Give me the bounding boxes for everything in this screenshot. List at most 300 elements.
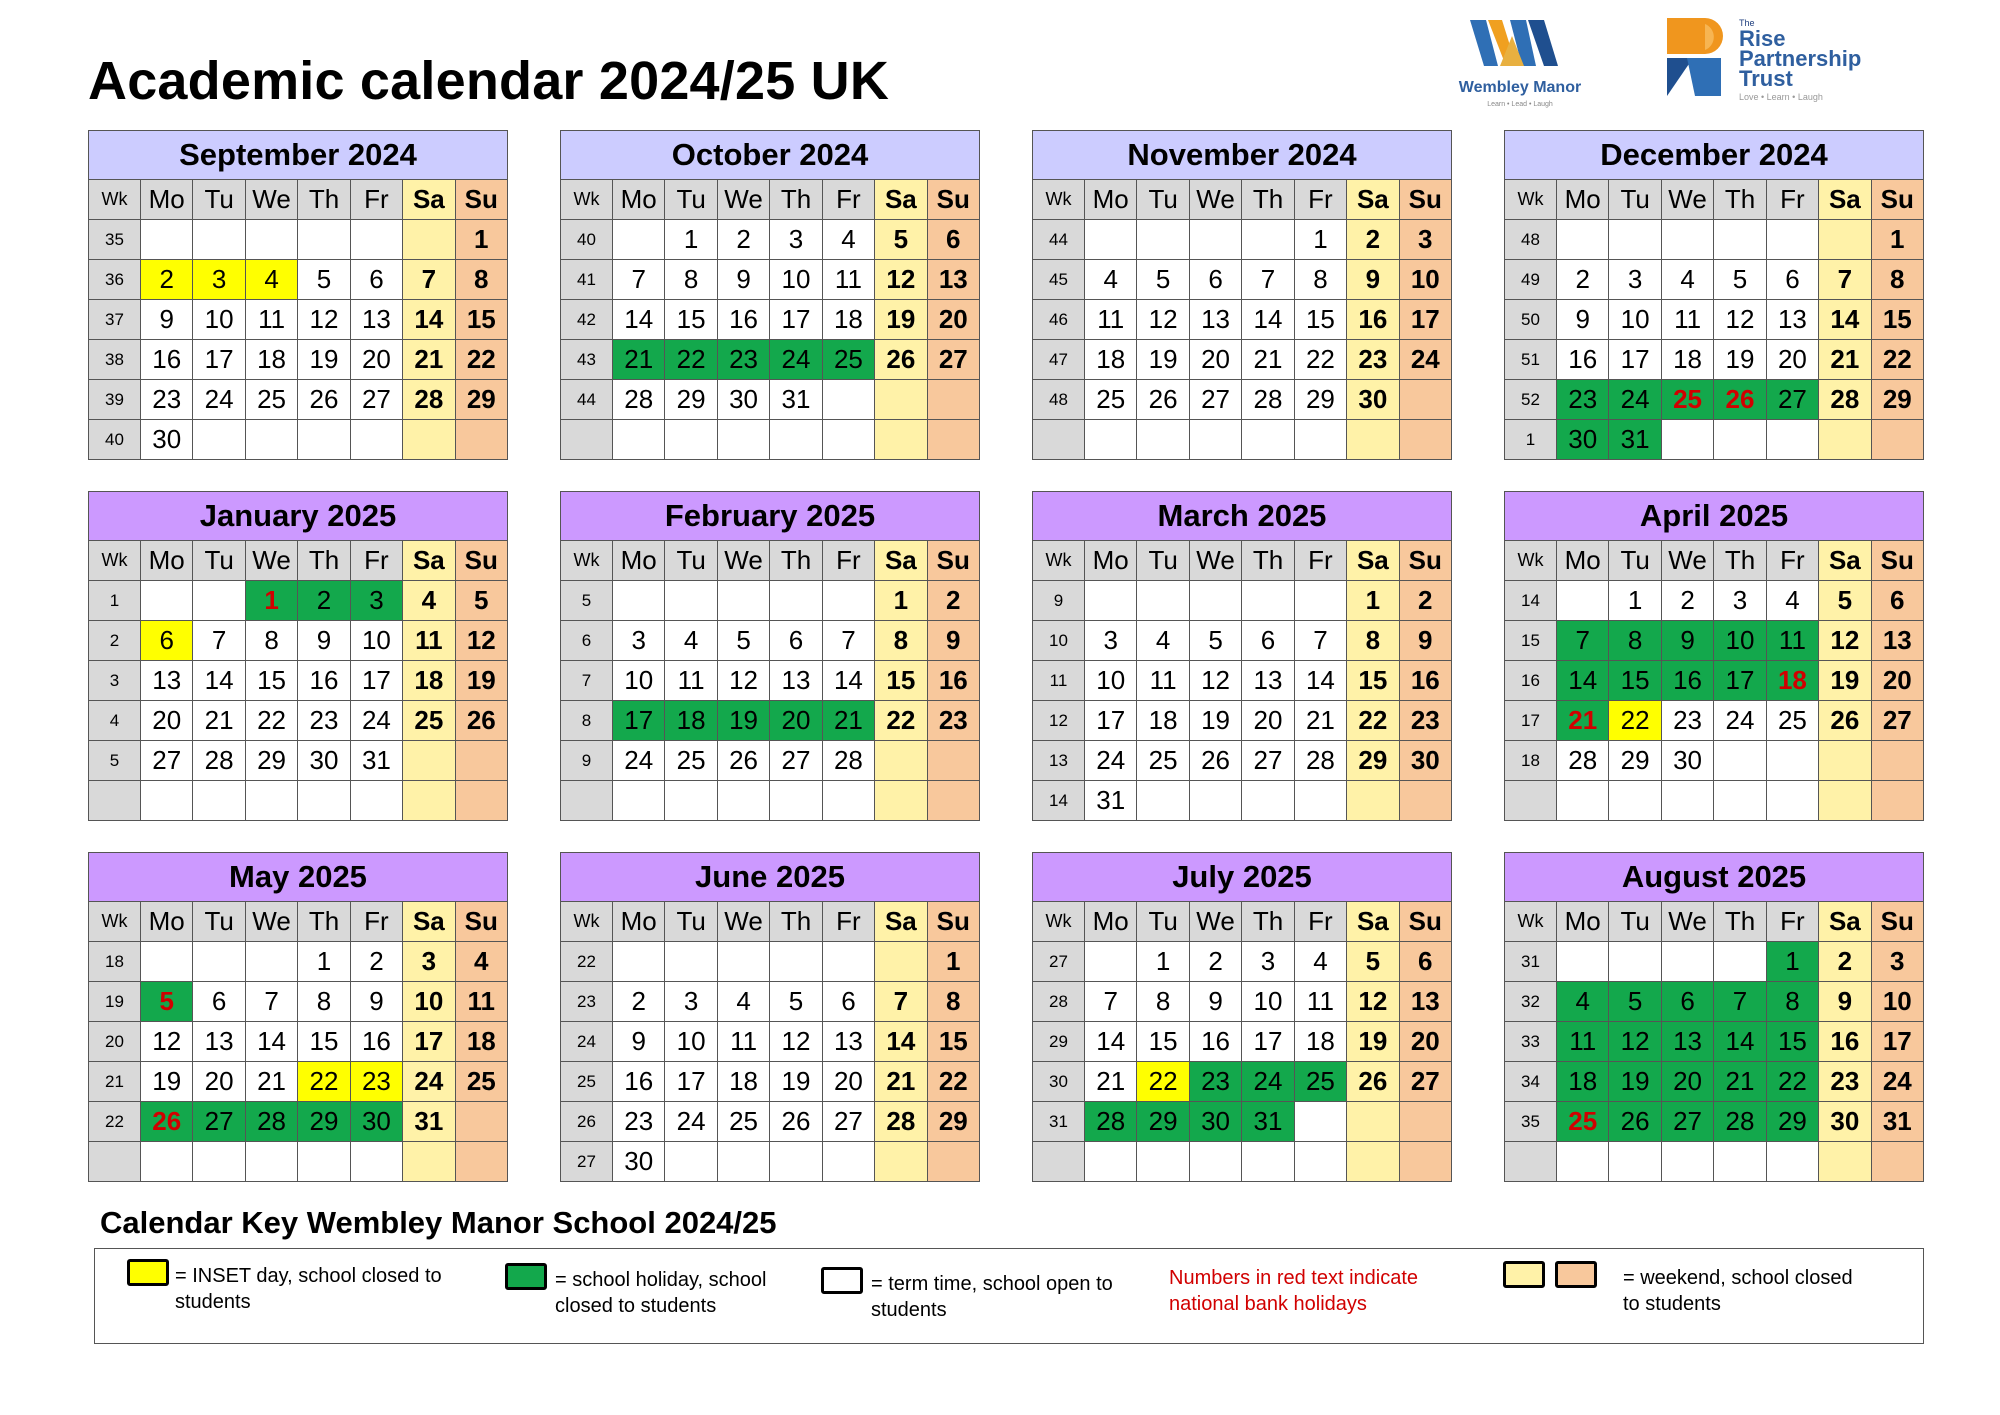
- empty-cell: [1714, 220, 1766, 260]
- week-number: 12: [1033, 701, 1085, 741]
- empty-cell: [823, 380, 875, 420]
- weekday-header: Mo: [1557, 541, 1609, 581]
- weekday-header: Wk: [561, 541, 613, 581]
- day-cell: 29: [298, 1102, 350, 1142]
- day-cell: 11: [1557, 1022, 1609, 1062]
- empty-cell: [1242, 781, 1294, 821]
- key-inset-line1: = INSET day, school closed to: [175, 1265, 442, 1287]
- empty-cell: [1400, 781, 1452, 821]
- weekday-header: Th: [1714, 902, 1766, 942]
- day-cell: 16: [1662, 661, 1714, 701]
- day-cell: 4: [823, 220, 875, 260]
- empty-cell: [718, 942, 770, 982]
- empty-cell: [770, 942, 822, 982]
- day-cell: 1: [1347, 581, 1399, 621]
- day-cell: 29: [928, 1102, 980, 1142]
- empty-cell: [665, 420, 717, 460]
- empty-cell: [1767, 220, 1819, 260]
- day-cell: 20: [1400, 1022, 1452, 1062]
- empty-cell: [1819, 1142, 1871, 1182]
- day-cell: 21: [193, 701, 245, 741]
- day-cell: 5: [718, 621, 770, 661]
- day-cell: 23: [141, 380, 193, 420]
- day-cell: 5: [770, 982, 822, 1022]
- day-cell: 13: [193, 1022, 245, 1062]
- empty-cell: [1137, 581, 1189, 621]
- weekday-header: Su: [928, 902, 980, 942]
- week-number: 5: [89, 741, 141, 781]
- empty-cell: [456, 1142, 508, 1182]
- day-cell: 28: [246, 1102, 298, 1142]
- empty-cell: [246, 420, 298, 460]
- day-cell: 23: [1819, 1062, 1871, 1102]
- week-number: 39: [89, 380, 141, 420]
- day-cell: 8: [928, 982, 980, 1022]
- day-cell: 22: [665, 340, 717, 380]
- day-cell: 11: [1295, 982, 1347, 1022]
- day-cell: 31: [403, 1102, 455, 1142]
- empty-cell: [875, 781, 927, 821]
- day-cell: 29: [1767, 1102, 1819, 1142]
- day-cell: 25: [823, 340, 875, 380]
- key-holiday-line2: closed to students: [555, 1295, 717, 1317]
- day-cell: 14: [1819, 300, 1871, 340]
- empty-cell: [613, 581, 665, 621]
- day-cell: 4: [403, 581, 455, 621]
- day-cell: 14: [1085, 1022, 1137, 1062]
- day-cell: 10: [613, 661, 665, 701]
- day-cell: 17: [613, 701, 665, 741]
- day-cell: 7: [1242, 260, 1294, 300]
- day-cell: 29: [246, 741, 298, 781]
- weekday-header: Fr: [1767, 541, 1819, 581]
- weekday-header: We: [1662, 541, 1714, 581]
- day-cell: 6: [1767, 260, 1819, 300]
- day-cell: 10: [351, 621, 403, 661]
- day-cell: 30: [613, 1142, 665, 1182]
- day-cell: 9: [718, 260, 770, 300]
- day-cell: 19: [1137, 340, 1189, 380]
- week-number: 47: [1033, 340, 1085, 380]
- day-cell: 12: [718, 661, 770, 701]
- key-title: Calendar Key Wembley Manor School 2024/25: [100, 1205, 777, 1240]
- weekday-header: We: [1190, 180, 1242, 220]
- empty-cell: [1190, 1142, 1242, 1182]
- day-cell: 15: [246, 661, 298, 701]
- day-cell: 19: [770, 1062, 822, 1102]
- empty-cell: [928, 420, 980, 460]
- empty-cell: [1190, 581, 1242, 621]
- weekday-header: Th: [1242, 541, 1294, 581]
- day-cell: 13: [1767, 300, 1819, 340]
- week-number: 11: [1033, 661, 1085, 701]
- key-holiday-text: [555, 1267, 766, 1319]
- week-number: 48: [1033, 380, 1085, 420]
- day-cell: 18: [1557, 1062, 1609, 1102]
- day-cell: 16: [298, 661, 350, 701]
- day-cell: 11: [1137, 661, 1189, 701]
- month-days-grid: [1505, 541, 1924, 821]
- day-cell: 11: [403, 621, 455, 661]
- day-cell: 24: [1872, 1062, 1924, 1102]
- empty-cell: [141, 581, 193, 621]
- day-cell: 15: [298, 1022, 350, 1062]
- day-cell: 9: [1347, 260, 1399, 300]
- day-cell: 5: [141, 982, 193, 1022]
- day-cell: 2: [351, 942, 403, 982]
- weekday-header: Su: [1400, 541, 1452, 581]
- day-cell: 11: [1085, 300, 1137, 340]
- key-weekend-line2: to students: [1623, 1293, 1721, 1315]
- day-cell: 15: [1609, 661, 1661, 701]
- weekday-header: Sa: [1347, 902, 1399, 942]
- month-title: June 2025: [561, 853, 980, 902]
- day-cell: 3: [770, 220, 822, 260]
- day-cell: 24: [1242, 1062, 1294, 1102]
- weekday-header: Fr: [1295, 902, 1347, 942]
- week-number: 44: [1033, 220, 1085, 260]
- week-number: 38: [89, 340, 141, 380]
- empty-cell: [246, 942, 298, 982]
- day-cell: 7: [193, 621, 245, 661]
- week-number: 1: [1505, 420, 1557, 460]
- empty-cell: [823, 781, 875, 821]
- day-cell: 9: [1662, 621, 1714, 661]
- empty-cell: [770, 781, 822, 821]
- day-cell: 27: [1242, 741, 1294, 781]
- day-cell: 1: [456, 220, 508, 260]
- week-number: [1033, 420, 1085, 460]
- day-cell: 26: [1347, 1062, 1399, 1102]
- empty-cell: [403, 781, 455, 821]
- day-cell: 11: [718, 1022, 770, 1062]
- day-cell: 2: [1819, 942, 1871, 982]
- weekday-header: Fr: [351, 180, 403, 220]
- day-cell: 6: [1662, 982, 1714, 1022]
- day-cell: 1: [875, 581, 927, 621]
- weekday-header: Tu: [1609, 541, 1661, 581]
- weekday-header: Wk: [1033, 902, 1085, 942]
- empty-cell: [403, 741, 455, 781]
- day-cell: 21: [1819, 340, 1871, 380]
- month-title: July 2025: [1033, 853, 1452, 902]
- day-cell: 6: [141, 621, 193, 661]
- empty-cell: [298, 781, 350, 821]
- day-cell: 7: [1714, 982, 1766, 1022]
- day-cell: 8: [1347, 621, 1399, 661]
- day-cell: 8: [665, 260, 717, 300]
- empty-cell: [1714, 420, 1766, 460]
- weekday-header: Wk: [1505, 902, 1557, 942]
- empty-cell: [718, 781, 770, 821]
- empty-cell: [1400, 1142, 1452, 1182]
- weekday-header: We: [1662, 902, 1714, 942]
- day-cell: 20: [1662, 1062, 1714, 1102]
- day-cell: 12: [1714, 300, 1766, 340]
- week-number: 46: [1033, 300, 1085, 340]
- day-cell: 4: [718, 982, 770, 1022]
- day-cell: 12: [141, 1022, 193, 1062]
- day-cell: 13: [823, 1022, 875, 1062]
- day-cell: 3: [193, 260, 245, 300]
- empty-cell: [193, 220, 245, 260]
- key-weekend-line1: = weekend, school closed: [1623, 1267, 1853, 1289]
- day-cell: 5: [1714, 260, 1766, 300]
- day-cell: 19: [456, 661, 508, 701]
- day-cell: 15: [665, 300, 717, 340]
- empty-cell: [1347, 1102, 1399, 1142]
- empty-cell: [1557, 1142, 1609, 1182]
- day-cell: 13: [1872, 621, 1924, 661]
- weekday-header: We: [1190, 902, 1242, 942]
- weekday-header: Wk: [1033, 180, 1085, 220]
- weekday-header: Fr: [351, 902, 403, 942]
- weekday-header: Sa: [1819, 180, 1871, 220]
- day-cell: 3: [1242, 942, 1294, 982]
- day-cell: 26: [1819, 701, 1871, 741]
- day-cell: 28: [1557, 741, 1609, 781]
- day-cell: 25: [718, 1102, 770, 1142]
- weekday-header: Tu: [193, 180, 245, 220]
- empty-cell: [1609, 220, 1661, 260]
- empty-cell: [823, 1142, 875, 1182]
- day-cell: 28: [875, 1102, 927, 1142]
- week-number: 36: [89, 260, 141, 300]
- day-cell: 19: [141, 1062, 193, 1102]
- month-calendar: [560, 491, 980, 821]
- day-cell: 22: [1347, 701, 1399, 741]
- day-cell: 15: [928, 1022, 980, 1062]
- month-title: January 2025: [89, 492, 508, 541]
- week-number: 18: [89, 942, 141, 982]
- week-number: 4: [89, 701, 141, 741]
- day-cell: 10: [1872, 982, 1924, 1022]
- empty-cell: [351, 220, 403, 260]
- empty-cell: [351, 1142, 403, 1182]
- empty-cell: [1242, 220, 1294, 260]
- month-title: March 2025: [1033, 492, 1452, 541]
- day-cell: 21: [1557, 701, 1609, 741]
- weekday-header: Tu: [1609, 902, 1661, 942]
- empty-cell: [298, 220, 350, 260]
- day-cell: 8: [456, 260, 508, 300]
- week-number: 50: [1505, 300, 1557, 340]
- day-cell: 27: [823, 1102, 875, 1142]
- weekday-header: Wk: [1505, 541, 1557, 581]
- week-number: 5: [561, 581, 613, 621]
- day-cell: 20: [1767, 340, 1819, 380]
- day-cell: 21: [1242, 340, 1294, 380]
- week-number: 29: [1033, 1022, 1085, 1062]
- day-cell: 4: [1557, 982, 1609, 1022]
- week-number: 37: [89, 300, 141, 340]
- empty-cell: [456, 781, 508, 821]
- day-cell: 18: [456, 1022, 508, 1062]
- day-cell: 8: [1295, 260, 1347, 300]
- day-cell: 7: [823, 621, 875, 661]
- weekday-header: Wk: [1505, 180, 1557, 220]
- day-cell: 5: [875, 220, 927, 260]
- day-cell: 26: [770, 1102, 822, 1142]
- week-number: 40: [89, 420, 141, 460]
- empty-cell: [928, 1142, 980, 1182]
- empty-cell: [141, 1142, 193, 1182]
- day-cell: 2: [1557, 260, 1609, 300]
- day-cell: 26: [1190, 741, 1242, 781]
- weekday-header: Th: [298, 902, 350, 942]
- day-cell: 31: [1872, 1102, 1924, 1142]
- month-title: February 2025: [561, 492, 980, 541]
- month-days-grid: [1033, 541, 1452, 821]
- day-cell: 31: [1609, 420, 1661, 460]
- day-cell: 28: [1819, 380, 1871, 420]
- day-cell: 21: [875, 1062, 927, 1102]
- empty-cell: [718, 1142, 770, 1182]
- key-inset-line2: students: [175, 1291, 251, 1313]
- weekday-header: Su: [928, 180, 980, 220]
- day-cell: 13: [1662, 1022, 1714, 1062]
- empty-cell: [613, 420, 665, 460]
- day-cell: 1: [1872, 220, 1924, 260]
- week-number: 21: [89, 1062, 141, 1102]
- day-cell: 27: [193, 1102, 245, 1142]
- day-cell: 20: [823, 1062, 875, 1102]
- empty-cell: [1242, 581, 1294, 621]
- day-cell: 29: [1347, 741, 1399, 781]
- day-cell: 8: [1767, 982, 1819, 1022]
- rise-partnership-logo-icon: [1665, 16, 1895, 108]
- empty-cell: [1085, 420, 1137, 460]
- week-number: 51: [1505, 340, 1557, 380]
- day-cell: 6: [770, 621, 822, 661]
- week-number: 17: [1505, 701, 1557, 741]
- day-cell: 7: [613, 260, 665, 300]
- day-cell: 5: [456, 581, 508, 621]
- day-cell: 25: [1557, 1102, 1609, 1142]
- day-cell: 18: [718, 1062, 770, 1102]
- week-number: [1505, 781, 1557, 821]
- empty-cell: [1347, 1142, 1399, 1182]
- week-number: 19: [89, 982, 141, 1022]
- day-cell: 22: [1295, 340, 1347, 380]
- month-days-grid: [89, 180, 508, 460]
- empty-cell: [1137, 420, 1189, 460]
- day-cell: 18: [1662, 340, 1714, 380]
- weekday-header: Th: [298, 541, 350, 581]
- day-cell: 16: [718, 300, 770, 340]
- weekday-header: Th: [770, 902, 822, 942]
- week-number: 28: [1033, 982, 1085, 1022]
- day-cell: 16: [1400, 661, 1452, 701]
- day-cell: 31: [1085, 781, 1137, 821]
- day-cell: 30: [1400, 741, 1452, 781]
- day-cell: 17: [351, 661, 403, 701]
- empty-cell: [1137, 220, 1189, 260]
- day-cell: 11: [1662, 300, 1714, 340]
- week-number: 30: [1033, 1062, 1085, 1102]
- weekday-header: Fr: [351, 541, 403, 581]
- day-cell: 18: [246, 340, 298, 380]
- key-sunday-swatch: [1555, 1261, 1597, 1288]
- day-cell: 12: [1347, 982, 1399, 1022]
- week-number: 6: [561, 621, 613, 661]
- empty-cell: [246, 781, 298, 821]
- day-cell: 4: [1662, 260, 1714, 300]
- day-cell: 6: [823, 982, 875, 1022]
- empty-cell: [1767, 781, 1819, 821]
- month-days-grid: [561, 180, 980, 460]
- day-cell: 24: [770, 340, 822, 380]
- weekday-header: Mo: [613, 541, 665, 581]
- weekday-header: Tu: [665, 180, 717, 220]
- day-cell: 20: [928, 300, 980, 340]
- empty-cell: [141, 942, 193, 982]
- empty-cell: [665, 581, 717, 621]
- day-cell: 31: [1242, 1102, 1294, 1142]
- empty-cell: [1085, 1142, 1137, 1182]
- day-cell: 10: [665, 1022, 717, 1062]
- week-number: 42: [561, 300, 613, 340]
- week-number: 44: [561, 380, 613, 420]
- day-cell: 25: [1662, 380, 1714, 420]
- day-cell: 17: [1085, 701, 1137, 741]
- weekday-header: Th: [1242, 180, 1294, 220]
- weekday-header: Sa: [875, 180, 927, 220]
- empty-cell: [1295, 1142, 1347, 1182]
- week-number: 9: [1033, 581, 1085, 621]
- day-cell: 6: [1872, 581, 1924, 621]
- day-cell: 12: [1190, 661, 1242, 701]
- day-cell: 21: [1714, 1062, 1766, 1102]
- day-cell: 6: [1190, 260, 1242, 300]
- empty-cell: [1137, 781, 1189, 821]
- day-cell: 6: [928, 220, 980, 260]
- day-cell: 2: [928, 581, 980, 621]
- day-cell: 25: [1767, 701, 1819, 741]
- day-cell: 26: [141, 1102, 193, 1142]
- day-cell: 16: [1347, 300, 1399, 340]
- empty-cell: [875, 420, 927, 460]
- weekday-header: We: [246, 541, 298, 581]
- day-cell: 2: [1662, 581, 1714, 621]
- day-cell: 23: [928, 701, 980, 741]
- day-cell: 11: [456, 982, 508, 1022]
- weekday-header: Mo: [613, 180, 665, 220]
- week-number: 7: [561, 661, 613, 701]
- key-bank-text: [1169, 1265, 1418, 1317]
- empty-cell: [351, 420, 403, 460]
- day-cell: 20: [1190, 340, 1242, 380]
- week-number: 1: [89, 581, 141, 621]
- empty-cell: [1872, 781, 1924, 821]
- day-cell: 31: [770, 380, 822, 420]
- day-cell: 6: [193, 982, 245, 1022]
- day-cell: 10: [1242, 982, 1294, 1022]
- weekday-header: Mo: [141, 541, 193, 581]
- day-cell: 30: [1819, 1102, 1871, 1142]
- weekday-header: Th: [298, 180, 350, 220]
- day-cell: 18: [403, 661, 455, 701]
- empty-cell: [1557, 581, 1609, 621]
- day-cell: 27: [1767, 380, 1819, 420]
- day-cell: 7: [403, 260, 455, 300]
- empty-cell: [665, 1142, 717, 1182]
- day-cell: 14: [1557, 661, 1609, 701]
- day-cell: 14: [613, 300, 665, 340]
- empty-cell: [1295, 420, 1347, 460]
- day-cell: 10: [1714, 621, 1766, 661]
- empty-cell: [1347, 781, 1399, 821]
